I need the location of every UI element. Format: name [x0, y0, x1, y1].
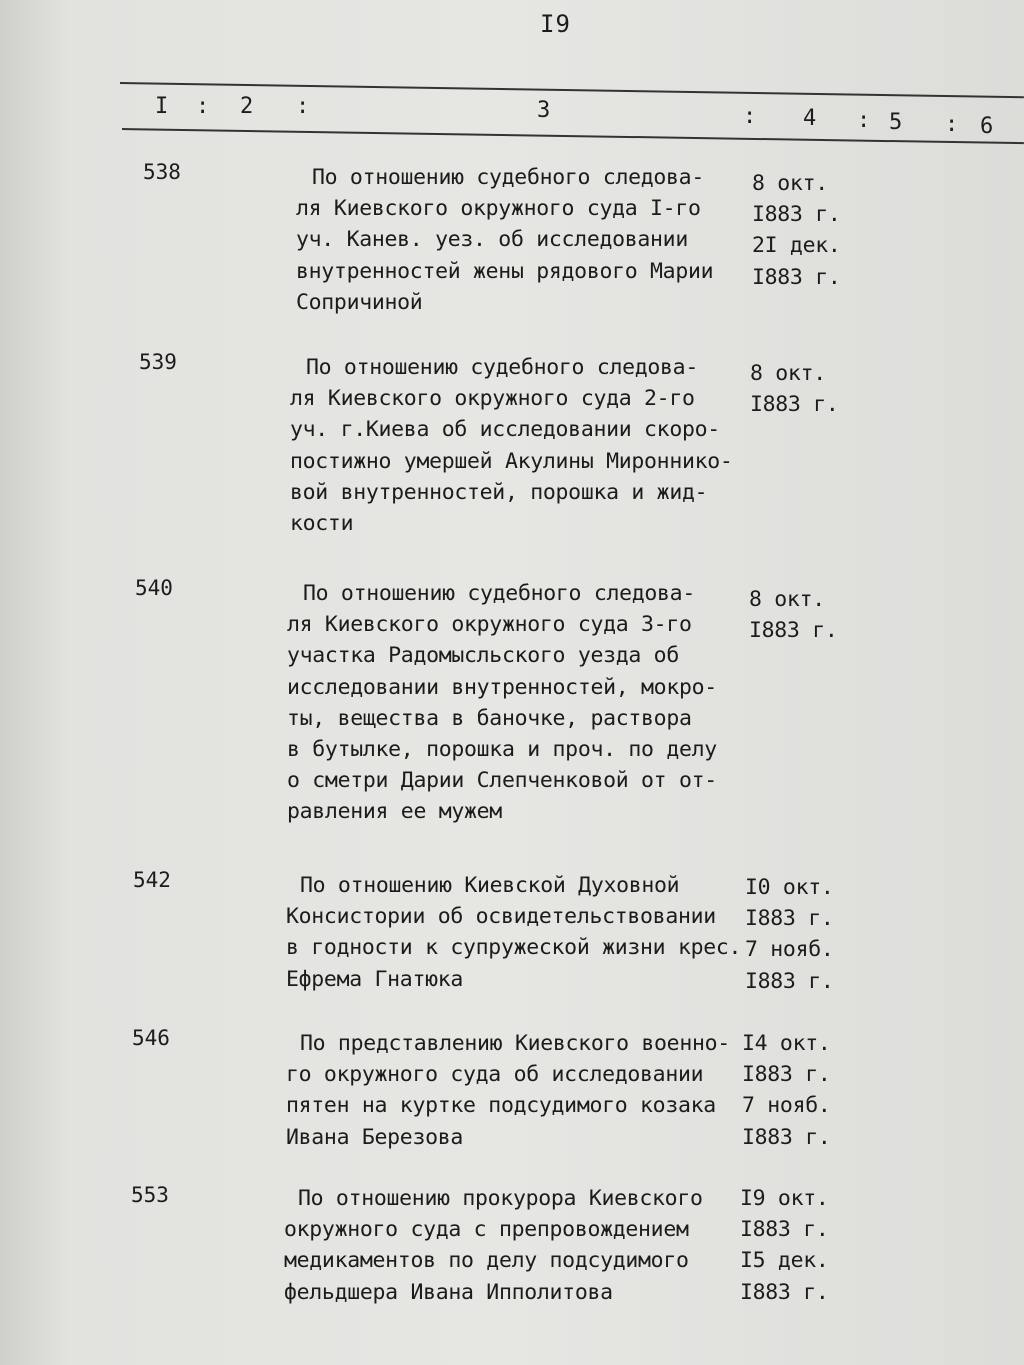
entry-number: 539: [139, 350, 177, 374]
column-header-3: 3: [537, 98, 551, 123]
entry-dates: 8 окт. I883 г.: [749, 587, 838, 644]
column-header-4: 4: [803, 106, 817, 131]
column-separator-4: :: [857, 108, 871, 133]
page-number: I9: [540, 10, 571, 38]
entry-number: 540: [135, 576, 173, 600]
entry-number: 553: [131, 1183, 169, 1207]
entry-dates: I9 окт. I883 г. I5 дек. I883 г.: [740, 1186, 829, 1305]
column-header-6: 6: [980, 114, 994, 139]
entry-description: По отношению судебного следова- ля Киевского окружного суда I-го уч. Канев. уез. об исследовании внутренностей жены рядового Марии Сопричиной: [296, 165, 714, 315]
entry-number: 538: [143, 160, 181, 184]
entry-description: По отношению Киевской Духовной Консистории об освидетельствовании в годности к супружеской жизни крес. Ефрема Гнатюка: [286, 873, 742, 992]
entry-dates: I4 окт. I883 г. 7 нояб. I883 г.: [742, 1031, 831, 1150]
column-separator-5: :: [945, 112, 959, 137]
column-header-1: I: [155, 94, 169, 119]
entry-dates: I0 окт. I883 г. 7 нояб. I883 г.: [745, 875, 834, 994]
entry-description: По отношению прокурора Киевского окружного суда с препровождением медикаментов по делу подсудимого фельдшера Ивана Ипполитова: [284, 1186, 703, 1305]
entry-description: По отношению судебного следова- ля Киевского окружного суда 3-го участка Радомысльского уезда об исследовании внутренностей, мокро- ты, вещества в баночке, раствора в бутылке, порошка и проч. по делу о сметри Дарии Слепченковой от от- равления ее мужем: [287, 581, 717, 825]
entry-number: 542: [133, 868, 171, 892]
entry-dates: 8 окт. I883 г. 2I дек. I883 г.: [752, 171, 841, 290]
column-separator-2: :: [296, 94, 310, 119]
column-header-5: 5: [889, 110, 903, 135]
column-separator-1: :: [196, 94, 210, 119]
entry-description: По представлению Киевского военно- го окружного суда об исследовании пятен на куртке подсудимого козака Ивана Березова: [286, 1031, 730, 1150]
column-header-2: 2: [240, 94, 254, 119]
entry-description: По отношению судебного следова- ля Киевского окружного суда 2-го уч. г.Киева об исследовании скоро- постижно умершей Акулины Мироннико- вой внутренностей, порошка и жид- кости: [290, 355, 733, 537]
column-separator-3: :: [743, 104, 757, 129]
entry-dates: 8 окт. I883 г.: [750, 361, 839, 418]
entry-number: 546: [132, 1026, 170, 1050]
header-rule-top: [120, 82, 1024, 98]
